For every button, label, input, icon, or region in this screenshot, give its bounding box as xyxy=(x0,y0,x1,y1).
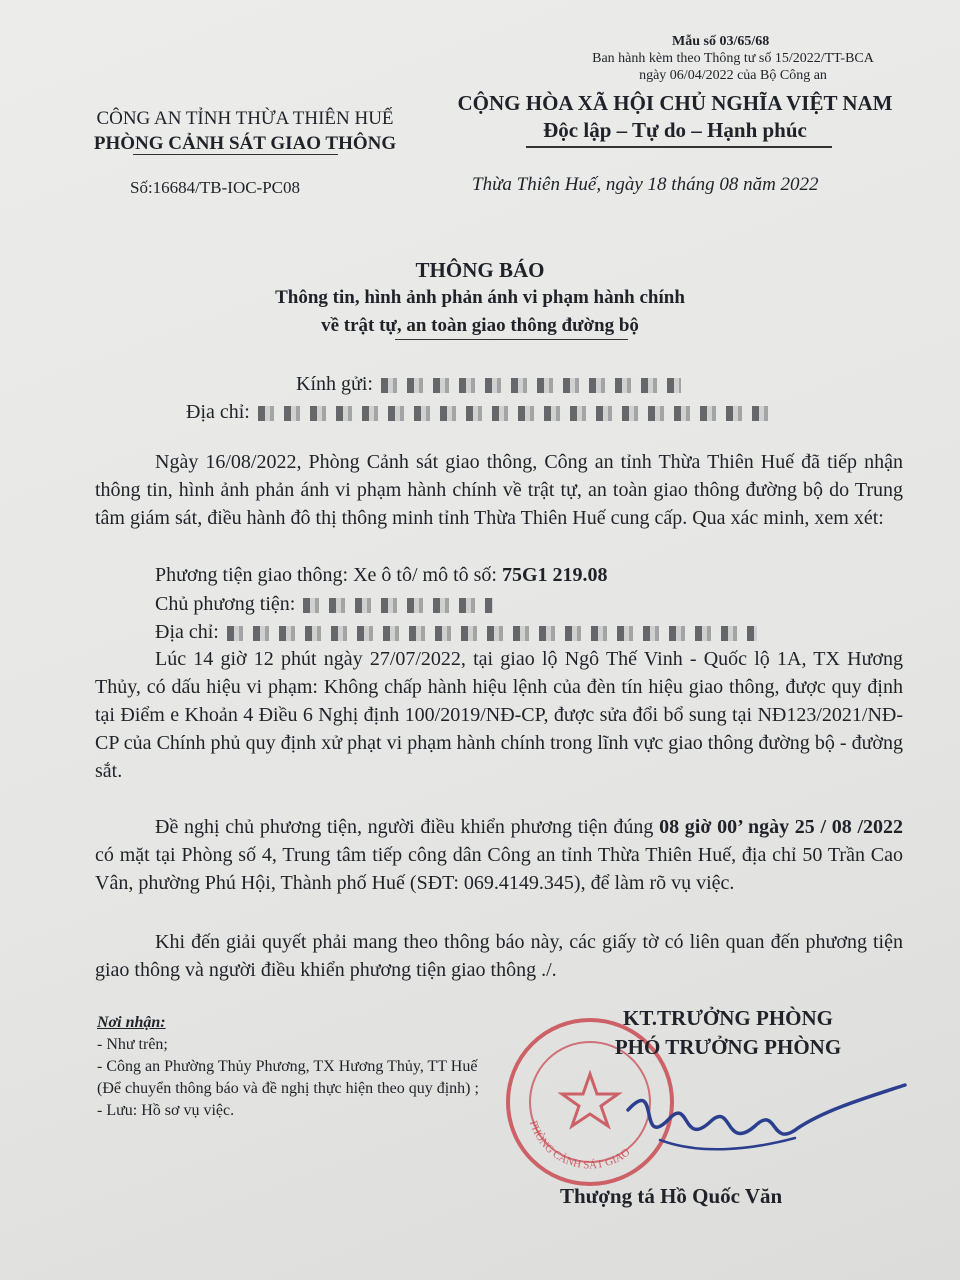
summons-text-a: Đề nghị chủ phương tiện, người điều khiển phương tiện đúng xyxy=(155,816,654,838)
paragraph-instructions: Khi đến giải quyết phải mang theo thông báo này, các giấy tờ có liên quan đến phương tiện giao thông và người điều khiển phương tiện giao thông ./. xyxy=(95,931,903,981)
signature-title-1: KT.TRƯỞNG PHÒNG xyxy=(623,1006,833,1030)
subtitle-underline xyxy=(395,339,628,340)
place-date: Thừa Thiên Huế, ngày 18 tháng 08 năm 2022 xyxy=(472,174,819,195)
motto-underline xyxy=(526,146,832,148)
agency-name: PHÒNG CẢNH SÁT GIAO THÔNG xyxy=(93,133,397,154)
signature-title-2: PHÓ TRƯỞNG PHÒNG xyxy=(614,1035,842,1059)
summons-text-b: có mặt tại Phòng số 4, Trung tâm tiếp công dân Công an tỉnh Thừa Thiên Huế, địa chỉ 50 Trần Cao Vân, phường Phú Hội, Thành phố Huế (SĐT: 069.4149.345), để làm rõ vụ việc. xyxy=(95,844,903,894)
document-subtitle xyxy=(0,284,960,340)
redacted-owner-address xyxy=(227,626,757,641)
document-number: Số:16684/TB-IOC-PC08 xyxy=(130,178,301,197)
addressee-address-line xyxy=(186,398,778,426)
recipients-heading: Nơi nhận: xyxy=(97,1014,166,1031)
redacted-name xyxy=(381,378,681,393)
handwritten-signature xyxy=(620,1080,910,1160)
vehicle-plate: 75G1 219.08 xyxy=(501,564,608,586)
paragraph-intro: Ngày 16/08/2022, Phòng Cảnh sát giao thông, Công an tỉnh Thừa Thiên Huế đã tiếp nhận thông tin, hình ảnh phản ánh vi phạm hành chính về trật tự, an toàn giao thông đường bộ do Trung tâm giám sát, điều hành đô thị thông minh tỉnh Thừa Thiên Huế cung cấp. Qua xác minh, xem xét: xyxy=(95,451,903,529)
agency-parent: CÔNG AN TỈNH THỪA THIÊN HUẾ xyxy=(96,108,394,129)
form-number: Mẫu số 03/65/68 xyxy=(672,34,770,49)
agency-header xyxy=(40,106,450,156)
agency-underline xyxy=(133,154,338,155)
svg-text:PHÒNG CẢNH SÁT GIAO xyxy=(527,1119,632,1171)
recipients-block xyxy=(97,1012,497,1122)
owner-label: Chủ phương tiện: xyxy=(155,593,296,615)
national-motto xyxy=(440,90,910,144)
stamp-text: PHÒNG CẢNH SÁT GIAO xyxy=(527,1119,633,1172)
recipient-item: - Như trên; xyxy=(97,1036,168,1053)
signature-panel xyxy=(538,1004,918,1062)
signer-name: Thượng tá Hồ Quốc Văn xyxy=(560,1184,783,1208)
recipient-item: - Lưu: Hồ sơ vụ việc. xyxy=(97,1102,235,1119)
document-title: THÔNG BÁO xyxy=(415,258,545,282)
owner-address-line xyxy=(155,618,757,646)
vehicle-line xyxy=(155,561,608,589)
paragraph-violation: Lúc 14 giờ 12 phút ngày 27/07/2022, tại giao lộ Ngô Thế Vinh - Quốc lộ 1A, TX Hương Thủy, có dấu hiệu vi phạm: Không chấp hành hiệu lệnh của đèn tín hiệu giao thông, được quy định tại Điểm e Khoản 4 Điều 6 Nghị định 100/2019/NĐ-CP, được sửa đổi bổ sung tại NĐ123/2021/NĐ-CP của Chính phủ quy định xử phạt vi phạm hành chính trong lĩnh vực giao thông đường bộ - đường sắt. xyxy=(95,648,903,782)
recipient-item: - Công an Phường Thủy Phương, TX Hương Thủy, TT Huế (Để chuyển thông báo và đề nghị thực hiện theo quy định) ; xyxy=(97,1058,479,1097)
addressee-line xyxy=(296,370,681,398)
form-issuance-line1: Ban hành kèm theo Thông tư số 15/2022/TT-BCA xyxy=(592,51,874,66)
form-issuance-note xyxy=(558,50,908,84)
paragraph-summons xyxy=(95,813,903,897)
form-issuance-line2: ngày 06/04/2022 của Bộ Công an xyxy=(639,68,827,83)
address-label: Địa chỉ: xyxy=(186,401,250,423)
owner-address-label: Địa chỉ: xyxy=(155,621,219,643)
subtitle-line2: về trật tự, an toàn giao thông đường bộ xyxy=(321,315,639,336)
owner-line xyxy=(155,590,493,618)
summons-time: 08 giờ 00’ ngày 25 / 08 /2022 xyxy=(659,816,904,838)
motto-slogan: Độc lập – Tự do – Hạnh phúc xyxy=(543,118,807,142)
country-name: CỘNG HÒA XÃ HỘI CHỦ NGHĨA VIỆT NAM xyxy=(457,91,893,115)
subtitle-line1: Thông tin, hình ảnh phản ánh vi phạm hành chính xyxy=(275,287,685,308)
vehicle-label: Phương tiện giao thông: Xe ô tô/ mô tô số: xyxy=(155,564,497,586)
redacted-address xyxy=(258,406,778,421)
addressee-label: Kính gửi: xyxy=(296,373,373,395)
redacted-owner xyxy=(303,598,493,613)
